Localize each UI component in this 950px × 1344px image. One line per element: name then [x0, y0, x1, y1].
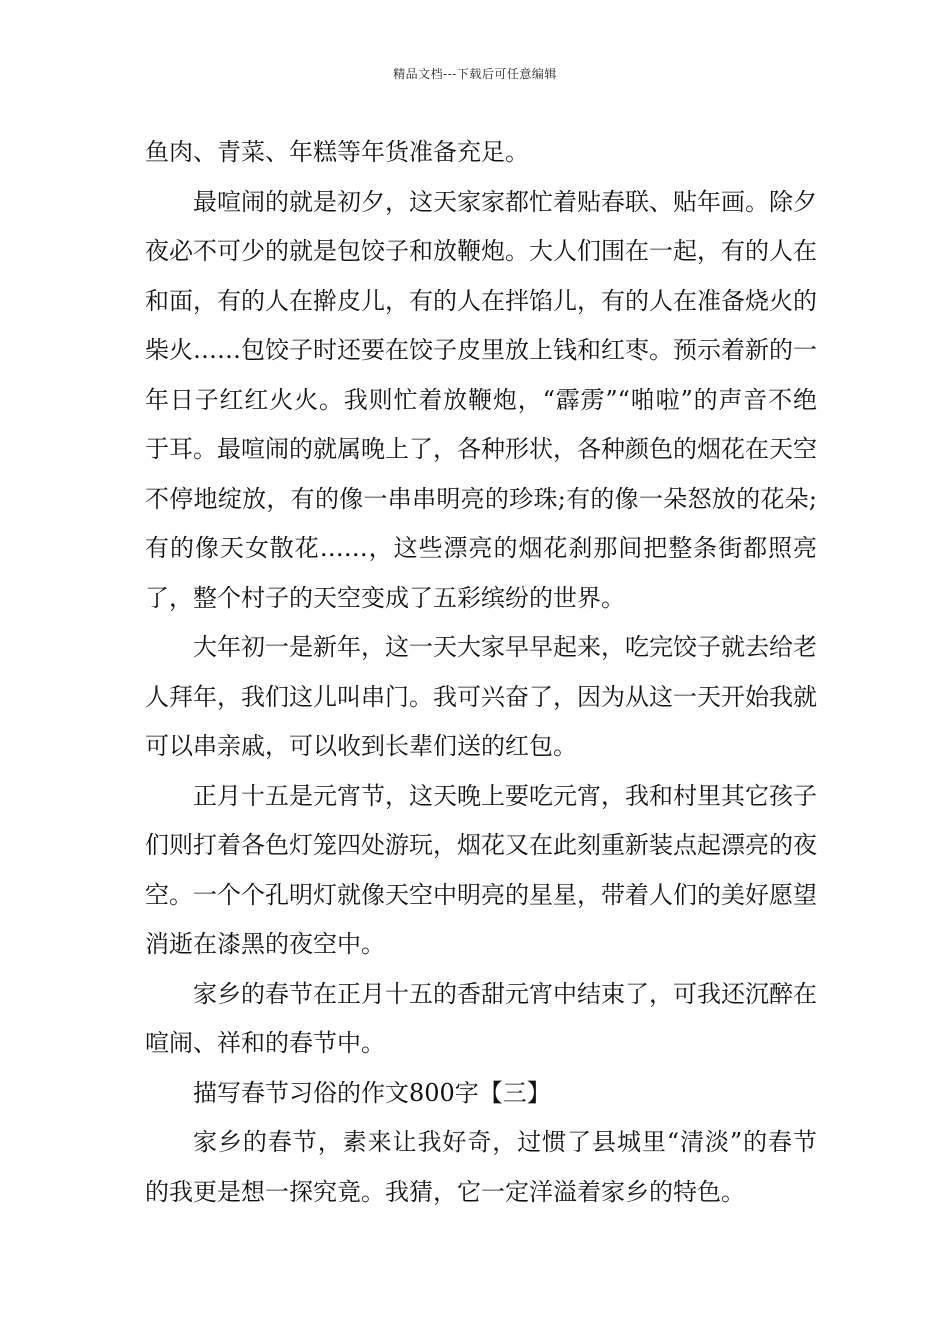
paragraph-new-years-eve: 最喧闹的就是初夕，这天家家都忙着贴春联、贴年画。除夕夜必不可少的就是包饺子和放鞭炮。大人们围在一起，有的人在和面，有的人在擀皮儿，有的人在拌馅儿，有的人在准备烧火的柴火……包饺子时还要在饺子皮里放上钱和红枣。预示着新的一年日子红红火火。我则忙着放鞭炮，“霹雳”“啪啦”的声音不绝于耳。最喧闹的就属晚上了，各种形状，各种颜色的烟花在天空不停地绽放，有的像一串串明亮的珍珠;有的像一朵怒放的花朵;有的像天女散花……，这些漂亮的烟花刹那间把整条街都照亮了，整个村子的天空变成了五彩缤纷的世界。 — [145, 187, 817, 612]
paragraph-new-year-goods: 鱼肉、青菜、年糕等年货准备充足。 — [145, 138, 529, 166]
paragraph-conclusion: 家乡的春节在正月十五的香甜元宵中结束了，可我还沉醉在喧闹、祥和的春节中。 — [145, 979, 817, 1057]
document-body — [145, 128, 817, 1217]
section-heading-three: 描写春节习俗的作文800字【三】 — [193, 1078, 551, 1107]
paragraph-section-three-intro: 家乡的春节，素来让我好奇，过惯了县城里“清淡”的春节的我更是想一探究竟。我猜，它一定洋溢着家乡的特色。 — [145, 1128, 817, 1206]
paragraph-lantern-festival: 正月十五是元宵节，这天晚上要吃元宵，我和村里其它孩子们则打着各色灯笼四处游玩，烟花又在此刻重新装点起漂亮的夜空。一个个孔明灯就像天空中明亮的星星，带着人们的美好愿望消逝在漆黑的夜空中。 — [145, 781, 817, 958]
page-header: 精品文档---下载后可任意编辑 — [393, 67, 557, 81]
paragraph-new-years-day: 大年初一是新年，这一天大家早早起来，吃完饺子就去给老人拜年，我们这儿叫串门。我可兴奋了，因为从这一天开始我就可以串亲戚，可以收到长辈们送的红包。 — [145, 633, 817, 760]
